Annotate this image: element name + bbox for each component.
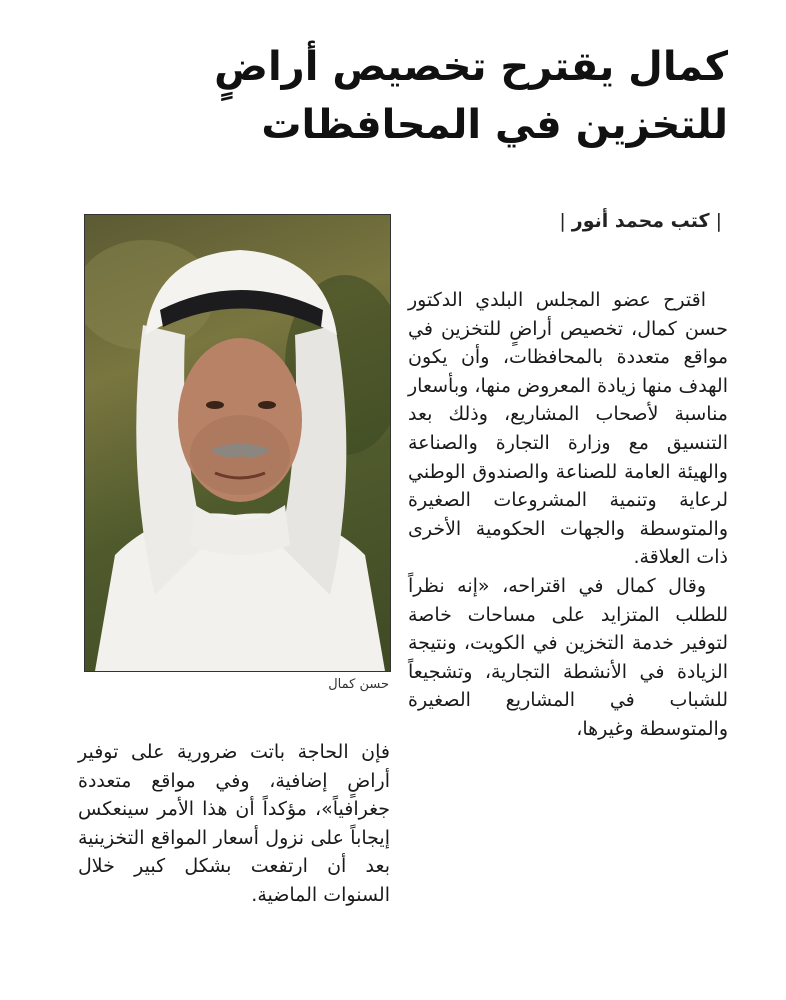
article-paragraph: فإن الحاجة باتت ضرورية على توفير أراضٍ إضافية، وفي مواقع متعددة جغرافياً»، مؤكداً أن هذا الأمر سينعكس إيجاباً على نزول أسعار المواقع التخزينية بعد أن ارتفعت بشكل كبير خلال السنوات الماضية.	[78, 741, 390, 906]
byline-author: كتب محمد أنور	[571, 210, 710, 232]
byline-separator: |	[715, 210, 722, 232]
byline-separator: |	[559, 210, 566, 232]
article-paragraph: اقترح عضو المجلس البلدي الدكتور حسن كمال، تخصيص أراضٍ للتخزين في مواقع متعددة بالمحافظات، وأن يكون الهدف منها زيادة المعروض منها، وبأسعار مناسبة لأصحاب المشاريع، وذلك بعد التنسيق مع وزارة التجارة والصناعة والهيئة العامة للصناعة والصندوق الوطني لرعاية وتنمية المشروعات الصغيرة والمتوسطة والجهات الحكومية الأخرى ذات العلاقة.	[408, 289, 728, 569]
article-column-left	[78, 738, 390, 910]
article-byline	[553, 210, 728, 232]
article-paragraph: وقال كمال في اقتراحه، «إنه نظراً للطلب المتزايد على مساحات خاصة لتوفير خدمة التخزين في الكويت، ونتيجة الزيادة في الأنشطة التجارية، وتشجيعاً للشباب في المشاريع الصغيرة والمتوسطة وغيرها،	[408, 574, 728, 740]
photo-caption: حسن كمال	[328, 677, 389, 692]
article-column-right	[408, 286, 728, 744]
portrait-illustration	[85, 215, 390, 671]
portrait-photo	[84, 214, 391, 672]
article-headline: كمال يقترح تخصيص أراضٍ للتخزين في المحافظات	[214, 44, 728, 148]
